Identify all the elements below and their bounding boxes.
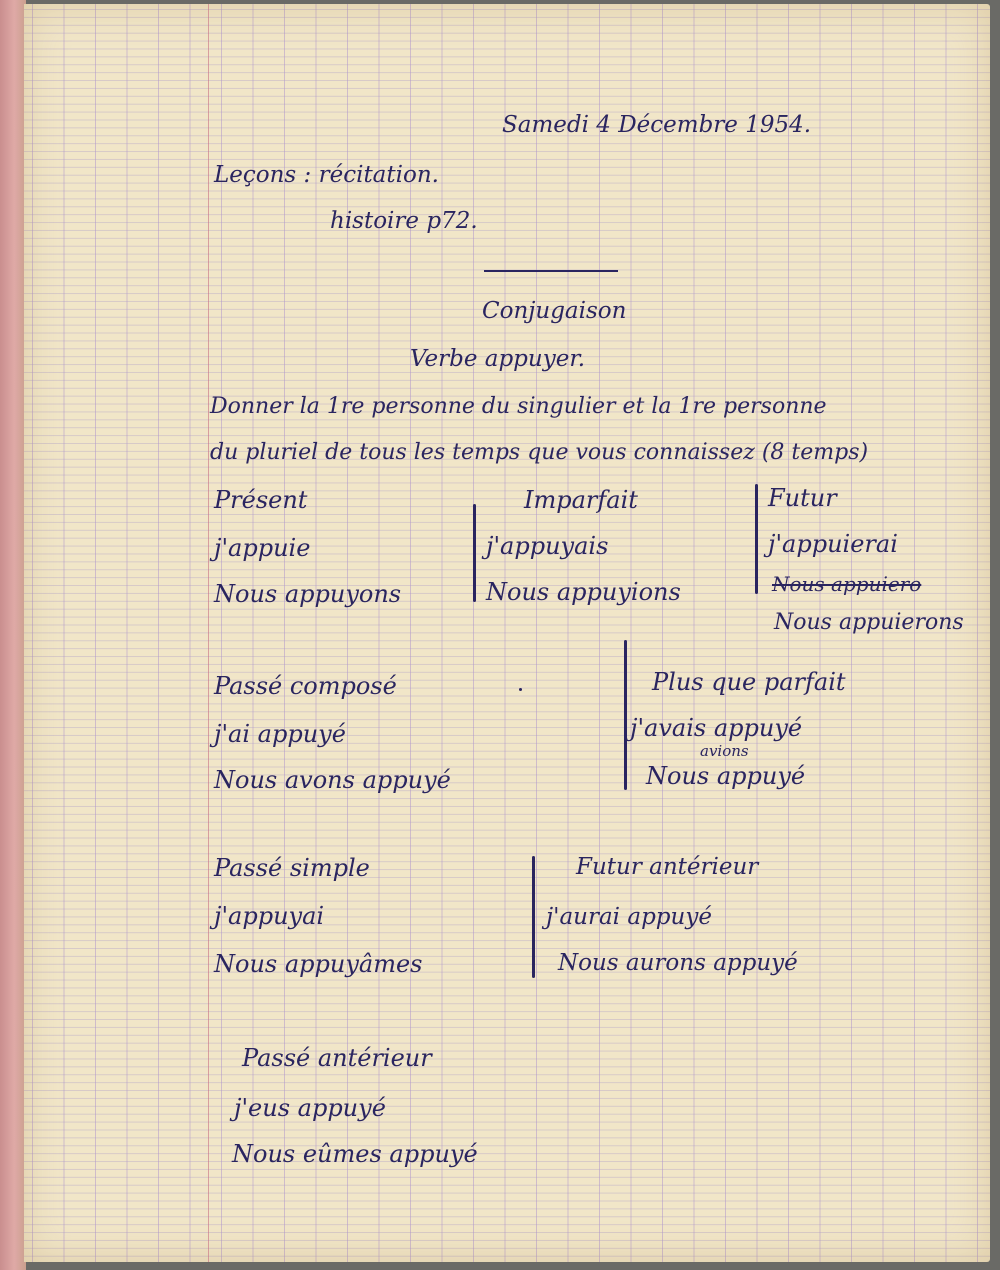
futur-anterieur-plural: Nous aurons appuyé bbox=[558, 950, 798, 976]
date-line: Samedi 4 Décembre 1954. bbox=[502, 112, 812, 138]
notebook-page bbox=[24, 4, 990, 1262]
passe-anterieur-singular: j'eus appuyé bbox=[234, 1094, 386, 1122]
futur-plural: Nous appuierons bbox=[774, 610, 964, 635]
instruction-line-1: Donner la 1re personne du singulier et la 1re personne bbox=[210, 394, 827, 419]
section-title: Conjugaison bbox=[482, 298, 627, 324]
imparfait-title: Imparfait bbox=[524, 486, 638, 514]
passe-compose-title: Passé composé bbox=[214, 672, 397, 700]
title-separator bbox=[484, 270, 618, 272]
passe-compose-plural: Nous avons appuyé bbox=[214, 766, 451, 794]
notebook-spine bbox=[0, 0, 26, 1270]
imparfait-singular: j'appuyais bbox=[486, 532, 609, 560]
passe-anterieur-plural: Nous eûmes appuyé bbox=[232, 1140, 478, 1168]
verb-title: Verbe appuyer. bbox=[410, 346, 586, 372]
passe-simple-title: Passé simple bbox=[214, 854, 370, 882]
lessons-history: histoire p72. bbox=[330, 208, 478, 234]
passe-simple-plural: Nous appuyâmes bbox=[214, 950, 423, 978]
instruction-line-2: du pluriel de tous les temps que vous connaissez (8 temps) bbox=[210, 440, 869, 465]
imparfait-plural: Nous appuyions bbox=[486, 578, 681, 606]
plus-que-parfait-singular: j'avais appuyé bbox=[630, 714, 803, 742]
column-divider-3 bbox=[624, 640, 627, 790]
present-singular: j'appuie bbox=[214, 534, 311, 562]
futur-anterieur-title: Futur antérieur bbox=[576, 854, 759, 880]
futur-singular: j'appuierai bbox=[768, 530, 898, 558]
plus-que-parfait-plural: Nous appuyé bbox=[646, 762, 806, 790]
plus-que-parfait-insert: avions bbox=[700, 742, 749, 760]
passe-simple-singular: j'appuyai bbox=[214, 902, 325, 930]
passe-anterieur-title: Passé antérieur bbox=[242, 1044, 432, 1072]
margin-line bbox=[208, 4, 209, 1262]
passe-compose-singular: j'ai appuyé bbox=[214, 720, 346, 748]
ink-dot bbox=[519, 688, 522, 691]
plus-que-parfait-title: Plus que parfait bbox=[652, 668, 846, 696]
column-divider-4 bbox=[532, 856, 535, 978]
column-divider-2 bbox=[755, 484, 758, 594]
lessons-label: Leçons : récitation. bbox=[214, 162, 439, 188]
futur-crossed-out: Nous appuiero bbox=[772, 572, 922, 596]
futur-title: Futur bbox=[768, 484, 837, 512]
present-plural: Nous appuyons bbox=[214, 580, 402, 608]
present-title: Présent bbox=[214, 486, 308, 514]
futur-anterieur-singular: j'aurai appuyé bbox=[546, 904, 712, 930]
column-divider-1 bbox=[473, 504, 476, 602]
